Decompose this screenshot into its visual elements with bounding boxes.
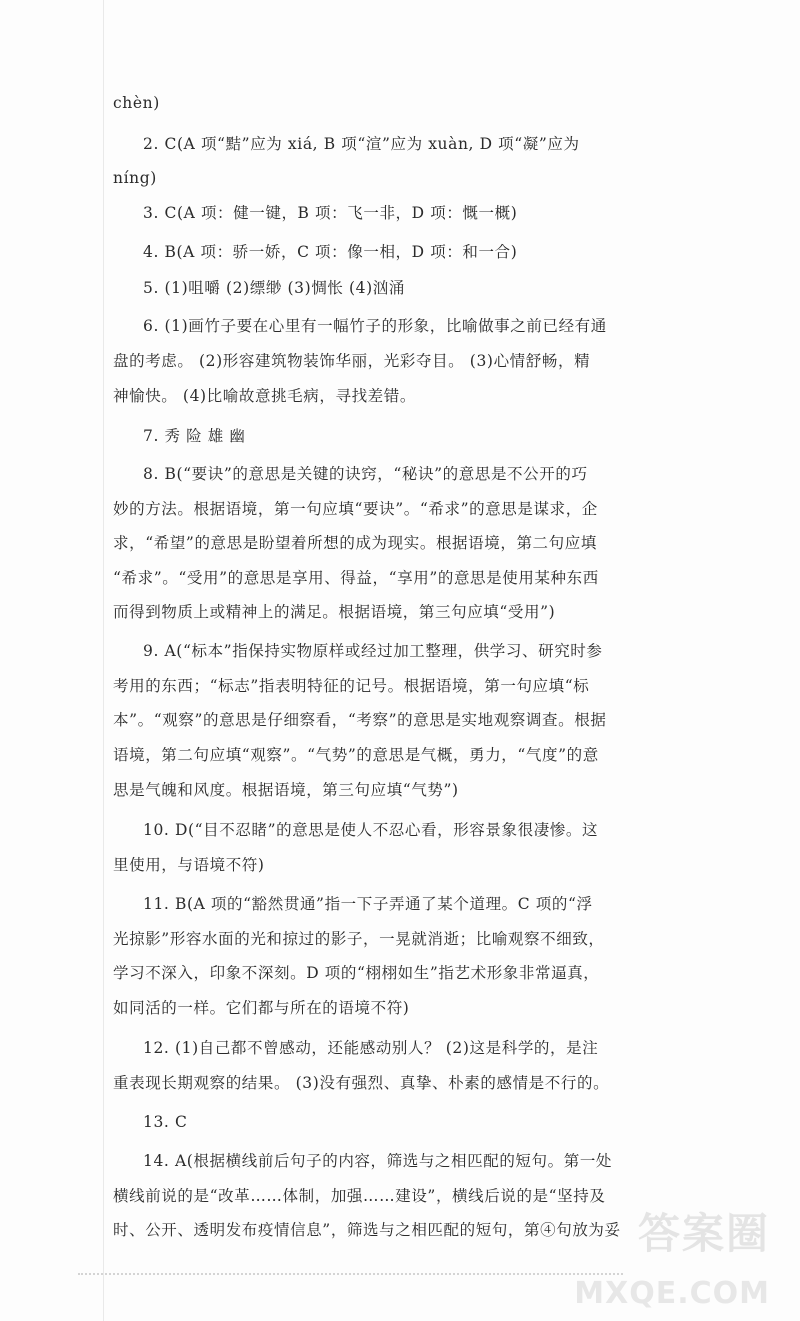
footer-divider <box>78 1273 623 1275</box>
answer-line: 思是气魄和风度。根据语境，第三句应填“气势”) <box>113 781 459 799</box>
answer-line: 本”。“观察”的意思是仔细察看，“考察”的意思是实地观察调查。根据 <box>113 711 607 729</box>
answer-line: 时、公开、透明发布疫情信息”，筛选与之相匹配的短句，第④句放为妥 <box>113 1221 621 1239</box>
answer-line: 12. (1)自己都不曾感动，还能感动别人？ (2)这是科学的，是注 <box>143 1039 599 1057</box>
answer-line: 里使用，与语境不符) <box>113 856 265 874</box>
answer-line: 9. A(“标本”指保持实物原样或经过加工整理，供学习、研究时参 <box>143 642 603 660</box>
watermark-text-url: MXQE.COM <box>574 1276 770 1311</box>
answer-line: 如同活的一样。它们都与所在的语境不符) <box>113 999 410 1017</box>
answer-line: 妙的方法。根据语境，第一句应填“要诀”。“希求”的意思是谋求，企 <box>113 500 598 518</box>
answer-line: 4. B(A 项：骄一娇，C 项：像一相，D 项：和一合) <box>143 243 518 261</box>
answer-line: 求，“希望”的意思是盼望着所想的成为现实。根据语境，第二句应填 <box>113 534 597 552</box>
answer-line: 14. A(根据横线前后句子的内容，筛选与之相匹配的短句。第一处 <box>143 1152 613 1170</box>
answer-line: 10. D(“目不忍睹”的意思是使人不忍心看，形容景象很凄惨。这 <box>143 821 599 839</box>
answer-line: 3. C(A 项：健一键，B 项：飞一非，D 项：慨一概) <box>143 204 518 222</box>
answer-line: chèn) <box>113 94 160 112</box>
watermark-text-cn: 答案圈 <box>637 1209 770 1258</box>
answer-line: 语境，第二句应填“观察”。“气势”的意思是气概，勇力，“气度”的意 <box>113 746 599 764</box>
answer-line: 而得到物质上或精神上的满足。根据语境，第三句应填“受用”) <box>113 603 556 621</box>
watermark-logo <box>574 1201 778 1311</box>
answer-line: níng) <box>113 169 157 187</box>
answer-line: “希求”。“受用”的意思是享用、得益，“享用”的意思是使用某种东西 <box>113 569 599 587</box>
answer-line: 11. B(A 项的“豁然贯通”指一下子弄通了某个道理。C 项的“浮 <box>143 895 593 913</box>
answer-line: 学习不深入，印象不深刻。D 项的“栩栩如生”指艺术形象非常逼真， <box>113 964 600 982</box>
answer-line: 重表现长期观察的结果。 (3)没有强烈、真挚、朴素的感情是不行的。 <box>113 1074 610 1092</box>
answer-line: 2. C(A 项“黠”应为 xiá, B 项“渲”应为 xuàn, D 项“凝”应为 <box>143 135 580 153</box>
answer-line: 光掠影”形容水面的光和掠过的影子，一晃就消逝；比喻观察不细致， <box>113 930 605 948</box>
page-margin-line <box>103 0 104 1321</box>
answer-line: 考用的东西；“标志”指表明特征的记号。根据语境，第一句应填“标 <box>113 677 590 695</box>
answer-line: 13. C <box>143 1113 188 1131</box>
answer-line: 盘的考虑。 (2)形容建筑物装饰华丽，光彩夺目。 (3)心情舒畅，精 <box>113 352 591 370</box>
answer-line: 6. (1)画竹子要在心里有一幅竹子的形象，比喻做事之前已经有通 <box>143 317 607 335</box>
answer-line: 5. (1)咀嚼 (2)缥缈 (3)惆怅 (4)汹涌 <box>143 279 405 297</box>
answer-line: 横线前说的是“改革……体制，加强……建设”，横线后说的是“坚持及 <box>113 1187 606 1205</box>
answer-line: 神愉快。 (4)比喻故意挑毛病，寻找差错。 <box>113 387 416 405</box>
answer-line: 8. B(“要诀”的意思是关键的诀窍，“秘诀”的意思是不公开的巧 <box>143 465 588 483</box>
answer-line: 7. 秀 险 雄 幽 <box>143 427 246 445</box>
